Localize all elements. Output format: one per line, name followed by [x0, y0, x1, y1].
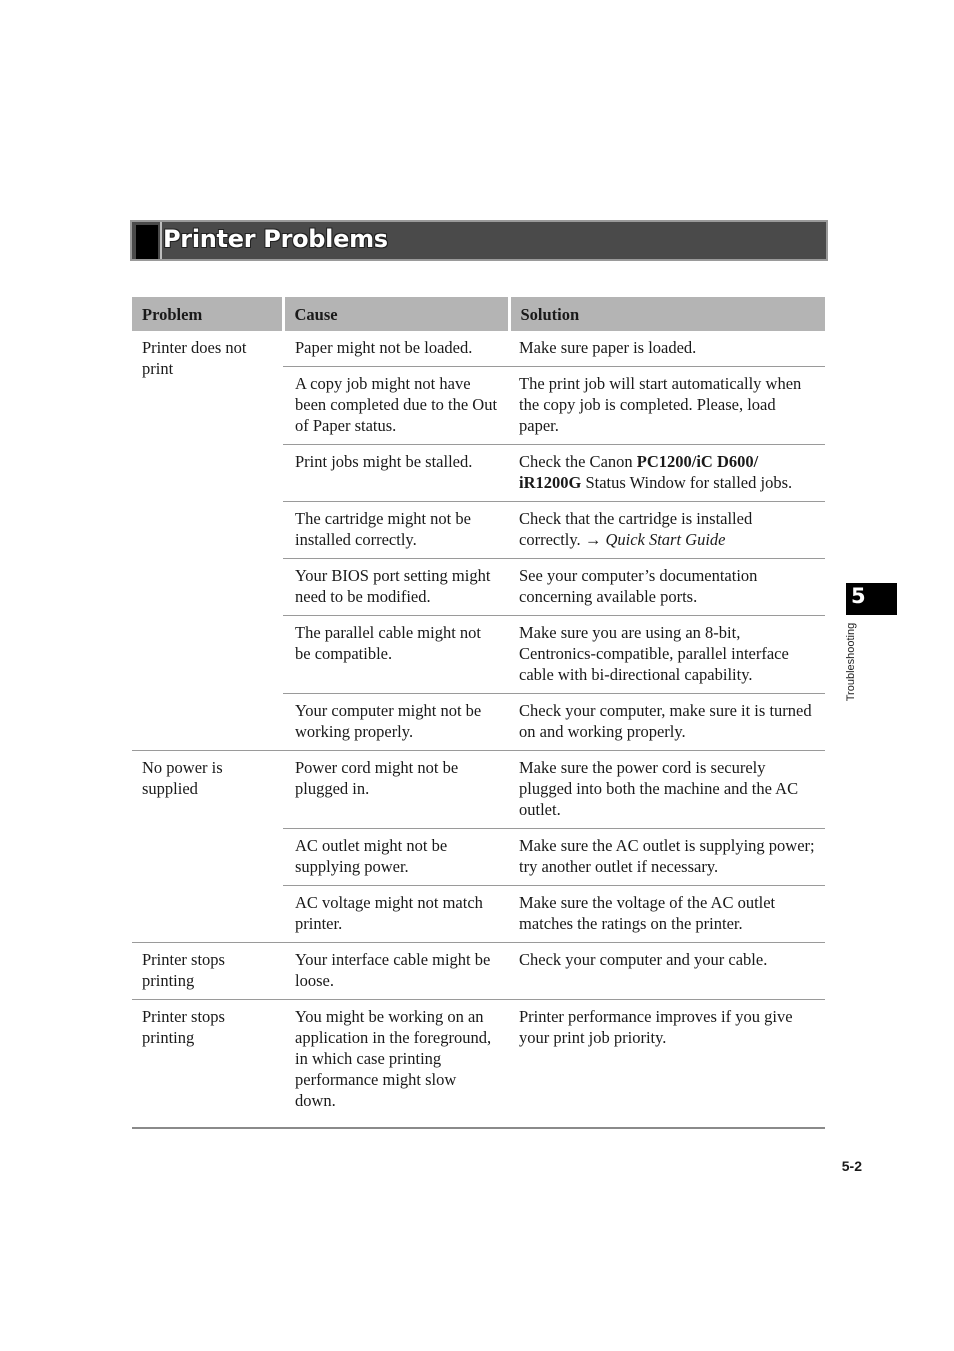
- cause-cell: Power cord might not be plugged in.: [283, 751, 509, 829]
- solution-text: Check the Canon: [519, 452, 637, 471]
- cause-cell: You might be working on an application in the foreground, in which case printing performance might slow down.: [283, 1000, 509, 1129]
- title-marker-block: [136, 225, 158, 259]
- solution-cell: Check your computer, make sure it is turned on and working properly.: [509, 694, 825, 751]
- cause-cell: The parallel cable might not be compatible.: [283, 616, 509, 694]
- table-header-row: [132, 297, 825, 331]
- cause-cell: Your computer might not be working properly.: [283, 694, 509, 751]
- table-row: [132, 1000, 825, 1129]
- solution-cell: [509, 445, 825, 502]
- cause-cell: A copy job might not have been completed due to the Out of Paper status.: [283, 367, 509, 445]
- cause-cell: Your interface cable might be loose.: [283, 943, 509, 1000]
- solution-cell: Make sure paper is loaded.: [509, 331, 825, 367]
- solution-cell: Make sure the voltage of the AC outlet matches the ratings on the printer.: [509, 886, 825, 943]
- solution-text: Check that the cartridge is installed correctly.: [519, 509, 753, 549]
- cause-cell: Your BIOS port setting might need to be modified.: [283, 559, 509, 616]
- problem-cell: Printer stops printing: [132, 1000, 283, 1129]
- header-problem: Problem: [132, 297, 283, 331]
- table-row: [132, 943, 825, 1000]
- table-row: [132, 331, 825, 367]
- page-title: Printer Problems: [163, 225, 388, 253]
- reference-arrow-icon: →: [584, 530, 602, 549]
- problem-cell: Printer stops printing: [132, 943, 283, 1000]
- solution-text: Status Window for stalled jobs.: [581, 473, 793, 492]
- header-solution: Solution: [509, 297, 825, 331]
- cause-cell: Paper might not be loaded.: [283, 331, 509, 367]
- cause-cell: The cartridge might not be installed correctly.: [283, 502, 509, 559]
- cause-cell: Print jobs might be stalled.: [283, 445, 509, 502]
- product-name: PC1200/iC D600/ iR1200G: [519, 452, 759, 492]
- page-number: 5-2: [841, 1158, 862, 1174]
- solution-cell: Printer performance improves if you give your print job priority.: [509, 1000, 825, 1129]
- table-row: [132, 751, 825, 829]
- chapter-number: 5: [851, 584, 866, 608]
- problem-cell: Printer does not print: [132, 331, 283, 751]
- cause-cell: AC voltage might not match printer.: [283, 886, 509, 943]
- header-cause: Cause: [283, 297, 509, 331]
- problem-cell: No power is supplied: [132, 751, 283, 943]
- guide-reference: Quick Start Guide: [601, 530, 726, 549]
- solution-cell: See your computer’s documentation concerning available ports.: [509, 559, 825, 616]
- solution-cell: Make sure you are using an 8-bit, Centronics-compatible, parallel interface cable with bi-directional capability.: [509, 616, 825, 694]
- solution-cell: Make sure the power cord is securely plugged into both the machine and the AC outlet.: [509, 751, 825, 829]
- title-divider: [160, 222, 162, 259]
- chapter-label: Troubleshooting: [845, 622, 857, 702]
- section-title-bar: [130, 220, 828, 261]
- troubleshooting-table: [132, 297, 825, 1129]
- cause-cell: AC outlet might not be supplying power.: [283, 829, 509, 886]
- solution-cell: [509, 502, 825, 559]
- solution-cell: The print job will start automatically when the copy job is completed. Please, load paper.: [509, 367, 825, 445]
- solution-cell: Make sure the AC outlet is supplying power; try another outlet if necessary.: [509, 829, 825, 886]
- solution-cell: Check your computer and your cable.: [509, 943, 825, 1000]
